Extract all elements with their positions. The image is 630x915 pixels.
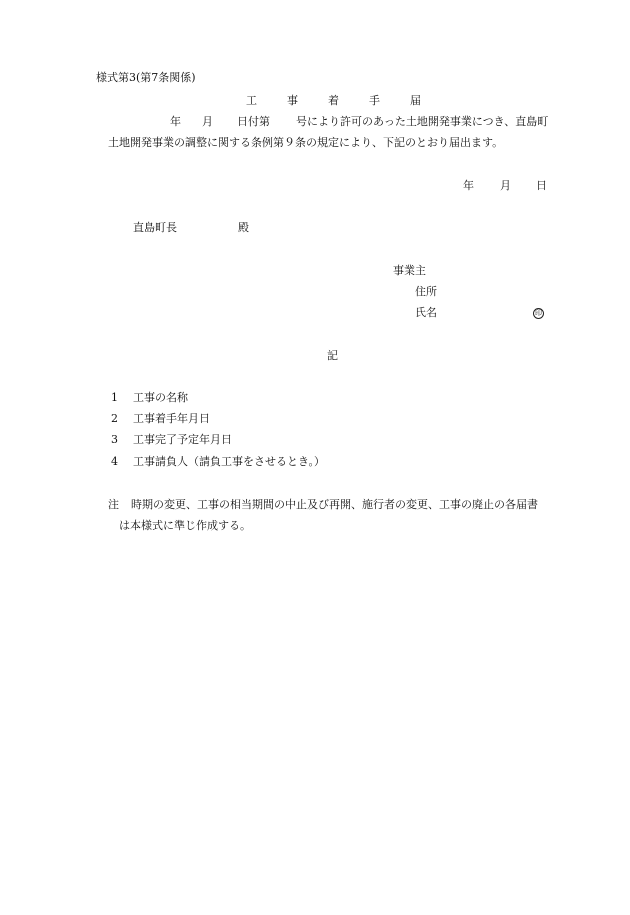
ki-heading: 記 [327, 349, 338, 362]
note-line-2: は本様式に準じ作成する。 [119, 519, 251, 532]
address-label: 住所 [415, 285, 437, 298]
business-owner-label: 事業主 [393, 264, 426, 277]
intro-year: 年 [170, 115, 181, 128]
title-char: 工 [246, 94, 257, 107]
title-char: 事 [287, 94, 298, 107]
intro-line-2: 土地開発事業の調整に関する条例第９条の規定により、下記のとおり届出ます。 [108, 136, 504, 149]
seal-mark-wrap [533, 307, 544, 319]
title-char: 着 [328, 94, 339, 107]
item-text: 工事完了予定年月日 [133, 433, 232, 446]
addressee-honorific: 殿 [238, 221, 249, 234]
item-text: 工事の名称 [133, 391, 188, 404]
intro-day-no: 日付第 [237, 115, 270, 128]
seal-mark: 印 [535, 308, 542, 317]
note-line-1: 時期の変更、工事の相当期間の中止及び再開、施行者の変更、工事の廃止の各届書 [131, 498, 538, 511]
title-char: 手 [369, 94, 380, 107]
item-text: 工事請負人（請負工事をさせるとき。） [133, 455, 326, 468]
date-month: 月 [500, 179, 511, 192]
title-char: 届 [410, 94, 421, 107]
item-number: 3 [111, 433, 118, 446]
addressee-name: 直島町長 [133, 221, 177, 234]
item-number: 1 [111, 391, 118, 404]
item-number: 4 [111, 455, 118, 468]
form-label: 様式第3(第7条関係) [96, 71, 196, 84]
intro-month: 月 [202, 115, 213, 128]
name-label: 氏名 [415, 306, 437, 319]
intro-rest: 号により許可のあった土地開発事業につき、直島町 [296, 115, 549, 128]
item-number: 2 [111, 412, 118, 425]
item-text: 工事着手年月日 [133, 412, 210, 425]
note-label: 注 [108, 498, 119, 511]
date-day: 日 [536, 179, 547, 192]
date-year: 年 [463, 179, 474, 192]
